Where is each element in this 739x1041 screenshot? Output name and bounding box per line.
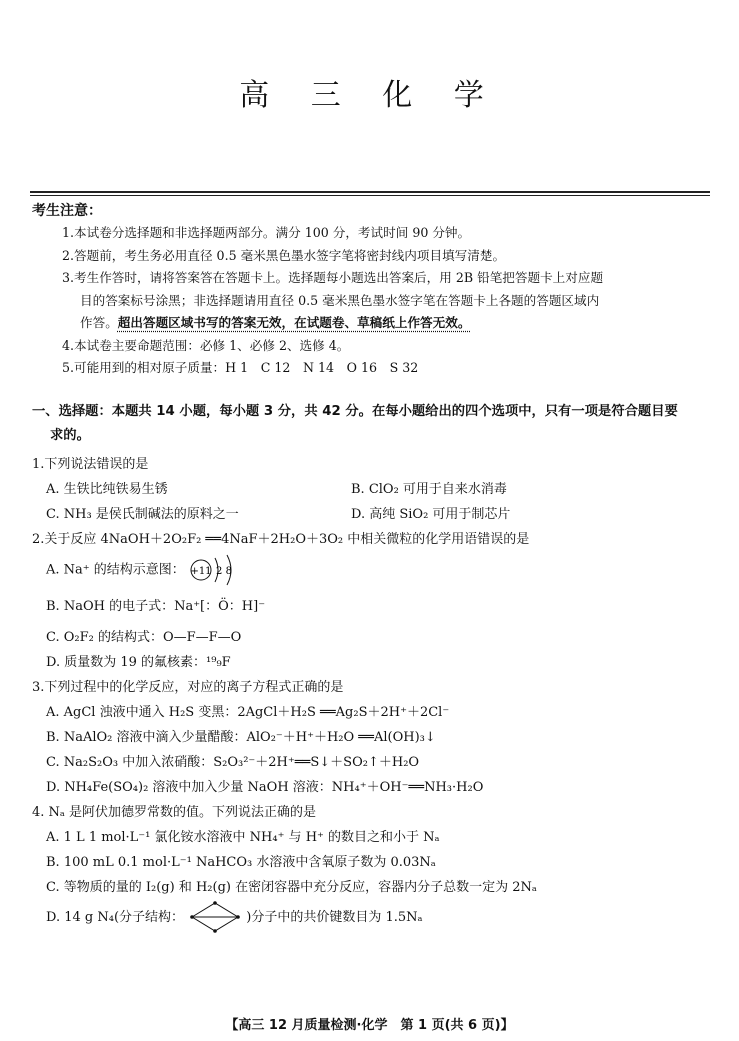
option-c: C. O₂F₂ 的结构式：O—F—F—O [46, 629, 242, 645]
question-stem-3: 3.下列过程中的化学反应，对应的离子方程式正确的是 [32, 679, 344, 695]
notice-line: 1.本试卷分选择题和非选择题两部分。满分 100 分，考试时间 90 分钟。 [62, 225, 471, 240]
section-line: 一、选择题：本题共 14 小题，每小题 3 分，共 42 分。在每小题给出的四个选项中，只有一项是符合题目要 [32, 404, 678, 419]
notice-line: 2.答题前，考生务必用直径 0.5 毫米黑色墨水签字笔将密封线内项目填写清楚。 [62, 247, 506, 263]
notice-line: 3.考生作答时，请将答案答在答题卡上。选择题每小题选出答案后，用 2B 铅笔把答题卡上对应题 [62, 270, 604, 285]
option-text: A. Na⁺ 的结构示意图： [46, 562, 185, 578]
option-d: D. 质量数为 19 的氟核素：¹⁹₉F [46, 654, 231, 670]
option-d [32, 900, 722, 936]
question-stem-4: 4. Nₐ 是阿伏加德罗常数的值。下列说法正确的是 [32, 804, 317, 820]
question-list [32, 452, 722, 936]
option-a: A. AgCl 浊液中通入 H₂S 变黑：2AgCl＋H₂S ══Ag₂S＋2H⁺＋2Cl⁻ [46, 704, 450, 720]
section-heading [32, 400, 718, 448]
atomic-structure-diagram [189, 552, 241, 588]
header-rule [30, 191, 710, 193]
option-text: )分子中的共价键数目为 1.5Nₐ [246, 909, 423, 925]
option-c: C. NH₃ 是侯氏制碱法的原料之一 [46, 507, 239, 522]
option-b: B. 100 mL 0.1 mol·L⁻¹ NaHCO₃ 水溶液中含氧原子数为 0.03Nₐ [46, 854, 436, 870]
option-d: D. 高纯 SiO₂ 可用于制芯片 [351, 507, 511, 522]
option-b: B. ClO₂ 可用于自来水消毒 [351, 482, 507, 497]
n4-molecule-diagram [188, 900, 242, 934]
header-rule-thin [30, 195, 710, 196]
notice-line: 4.本试卷主要命题范围：必修 1、必修 2、选修 4。 [62, 337, 350, 353]
option-d: D. NH₄Fe(SO₄)₂ 溶液中加入少量 NaOH 溶液：NH₄⁺＋OH⁻══NH₃·H₂O [46, 779, 484, 795]
option-c: C. 等物质的量的 I₂(g) 和 H₂(g) 在密闭容器中充分反应，容器内分子总数一定为 2Nₐ [46, 879, 537, 895]
option-b: B. NaAlO₂ 溶液中滴入少量醋酸：AlO₂⁻＋H⁺＋H₂O ══Al(OH)₃↓ [46, 729, 436, 745]
page-footer: 【高三 12 月质量检测·化学 第 1 页(共 6 页)】 [225, 1018, 514, 1033]
option-a [32, 552, 722, 589]
notice-text: 作答。 [80, 315, 118, 330]
option-row [32, 477, 722, 502]
question-stem-1: 1.下列说法错误的是 [32, 457, 149, 472]
option-c: C. Na₂S₂O₃ 中加入浓硝酸：S₂O₃²⁻＋2H⁺══S↓＋SO₂↑＋H₂O [46, 754, 420, 770]
option-text: D. 14 g N₄(分子结构： [46, 909, 185, 925]
option-a: A. 1 L 1 mol·L⁻¹ 氯化铵水溶液中 NH₄⁺ 与 H⁺ 的数目之和小于 Nₐ [46, 829, 440, 845]
option-a: A. 生铁比纯铁易生锈 [46, 482, 168, 497]
page-title: 高 三 化 学 [239, 78, 500, 113]
question-stem-2: 2.关于反应 4NaOH＋2O₂F₂ ══4NaF＋2H₂O＋3O₂ 中相关微粒的化学用语错误的是 [32, 532, 530, 547]
notice-line: 5.可能用到的相对原子质量：H 1 C 12 N 14 O 16 S 32 [62, 360, 419, 375]
notice-heading: 考生注意： [32, 203, 102, 219]
section-line: 求的。 [50, 428, 90, 443]
option-b: B. NaOH 的电子式：Na⁺[：Ö：H]⁻ [46, 598, 266, 614]
notice-line [62, 312, 712, 335]
option-row [32, 502, 722, 527]
nucleus-label: +11 [190, 566, 212, 577]
electron-shells-label: 2 8 [215, 566, 232, 577]
notice-emphasis: 超出答题区域书写的答案无效，在试题卷、草稿纸上作答无效。 [117, 315, 471, 330]
notice-block [62, 222, 712, 380]
notice-line: 目的答案标号涂黑；非选择题请用直径 0.5 毫米黑色墨水签字笔在答题卡上各题的答题区域内 [80, 292, 600, 308]
